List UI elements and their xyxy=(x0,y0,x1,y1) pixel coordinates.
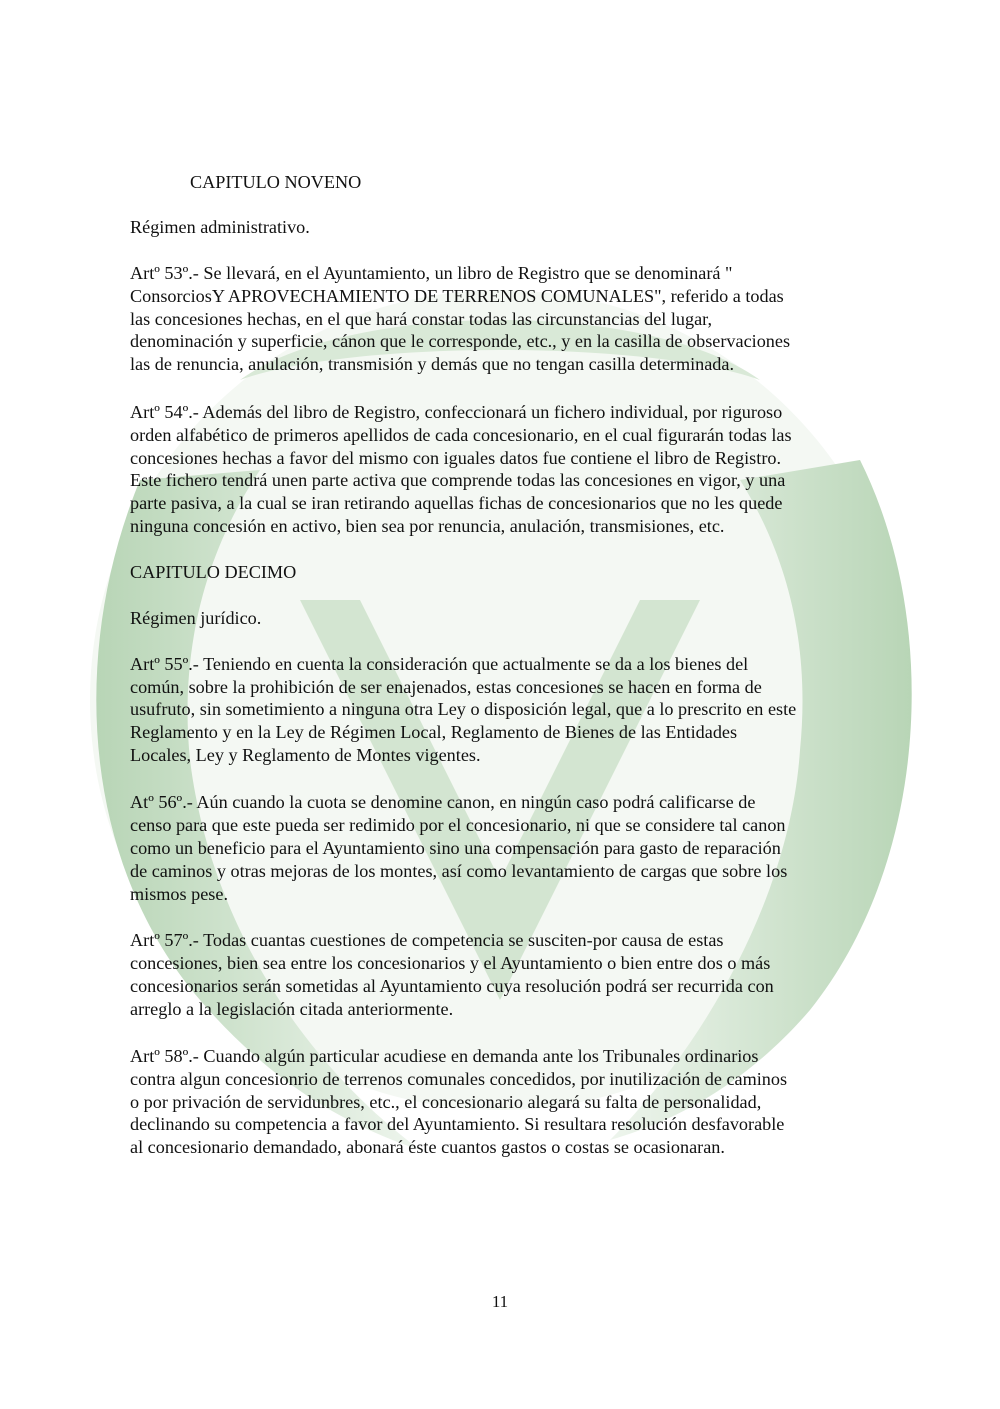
chapter-10-heading: CAPITULO DECIMO xyxy=(130,562,297,582)
paragraph-line: orden alfabético de primeros apellidos de cada concesionario, en el cual figurarán todas las xyxy=(130,425,792,445)
paragraph-line: denominación y superficie, cánon que le corresponde, etc., y en la casilla de observaciones xyxy=(130,331,791,351)
paragraph-line: parte pasiva, a la cual se iran retirando aquellas fichas de concesionarios que no les quede xyxy=(130,493,783,513)
paragraph-line: usufruto, sin sometimiento a ninguna otra Ley o disposición legal, que a lo prescrito en este xyxy=(130,699,797,719)
paragraph-line: Artº 58º.- Cuando algún particular acudiese en demanda ante los Tribunales ordinarios xyxy=(130,1046,759,1066)
paragraph-line: ninguna concesión en activo, bien sea por renuncia, anulación, transmisiones, etc. xyxy=(130,516,725,536)
paragraph-line: como un beneficio para el Ayuntamiento sino una compensación para gasto de reparación xyxy=(130,838,781,858)
paragraph-line: común, sobre la prohibición de ser enajenados, estas concesiones se hacen en forma de xyxy=(130,677,762,697)
paragraph-line: contra algun concesionrio de terrenos comunales concedidos, por inutilización de caminos xyxy=(130,1069,788,1089)
paragraph-line: censo para que este pueda ser redimido por el concesionario, ni que se considere tal canon xyxy=(130,815,786,835)
paragraph-line: mismos pese. xyxy=(130,884,229,904)
paragraph-line: arreglo a la legislación citada anteriormente. xyxy=(130,999,454,1019)
chapter-9-heading: CAPITULO NOVENO xyxy=(190,172,362,192)
page-number: 11 xyxy=(491,1292,509,1311)
paragraph-line: Atº 56º.- Aún cuando la cuota se denomine canon, en ningún caso podrá calificarse de xyxy=(130,792,756,812)
paragraph-line: concesionarios serán sometidas al Ayuntamiento cuya resolución podrá ser recurrida con xyxy=(130,976,774,996)
paragraph-line: Locales, Ley y Reglamento de Montes vigentes. xyxy=(130,745,481,765)
paragraph-line: o por privación de servidunbres, etc., el concesionario alegará su falta de personalidad, xyxy=(130,1092,762,1112)
paragraph-line: declinando su competencia a favor del Ayuntamiento. Si resultara resolución desfavorable xyxy=(130,1114,785,1134)
paragraph-line: Este fichero tendrá unen parte activa que comprende todas las concesiones en vigor, y una xyxy=(130,470,786,490)
paragraph-line: las de renuncia, anulación, transmisión y demás que no tengan casilla determinada. xyxy=(130,354,735,374)
paragraph-line: de caminos y otras mejoras de los montes, así como levantamiento de cargas que sobre los xyxy=(130,861,788,881)
paragraph-line: Artº 53º.- Se llevará, en el Ayuntamiento, un libro de Registro que se denominará " xyxy=(130,263,733,283)
paragraph-line: las concesiones hechas, en el que hará constar todas las circunstancias del lugar, xyxy=(130,309,713,329)
paragraph-line: Reglamento y en la Ley de Régimen Local, Reglamento de Bienes de las Entidades xyxy=(130,722,738,742)
paragraph-line: al concesionario demandado, abonará éste cuantos gastos o costas se ocasionaran. xyxy=(130,1137,725,1157)
chapter-9-subheading: Régimen administrativo. xyxy=(130,217,310,237)
paragraph-line: Artº 54º.- Además del libro de Registro, confeccionará un fichero individual, por riguroso xyxy=(130,402,783,422)
paragraph-line: Artº 55º.- Teniendo en cuenta la consideración que actualmente se da a los bienes del xyxy=(130,654,749,674)
paragraph-line: concesiones hechas a favor del mismo con iguales datos fue contiene el libro de Registro. xyxy=(130,448,782,468)
paragraph-line: ConsorciosY APROVECHAMIENTO DE TERRENOS COMUNALES", referido a todas xyxy=(130,286,784,306)
chapter-10-subheading: Régimen jurídico. xyxy=(130,608,262,628)
paragraph-line: Artº 57º.- Todas cuantas cuestiones de competencia se susciten-por causa de estas xyxy=(130,930,724,950)
paragraph-line: concesiones, bien sea entre los concesionarios y el Ayuntamiento o bien entre dos o más xyxy=(130,953,771,973)
